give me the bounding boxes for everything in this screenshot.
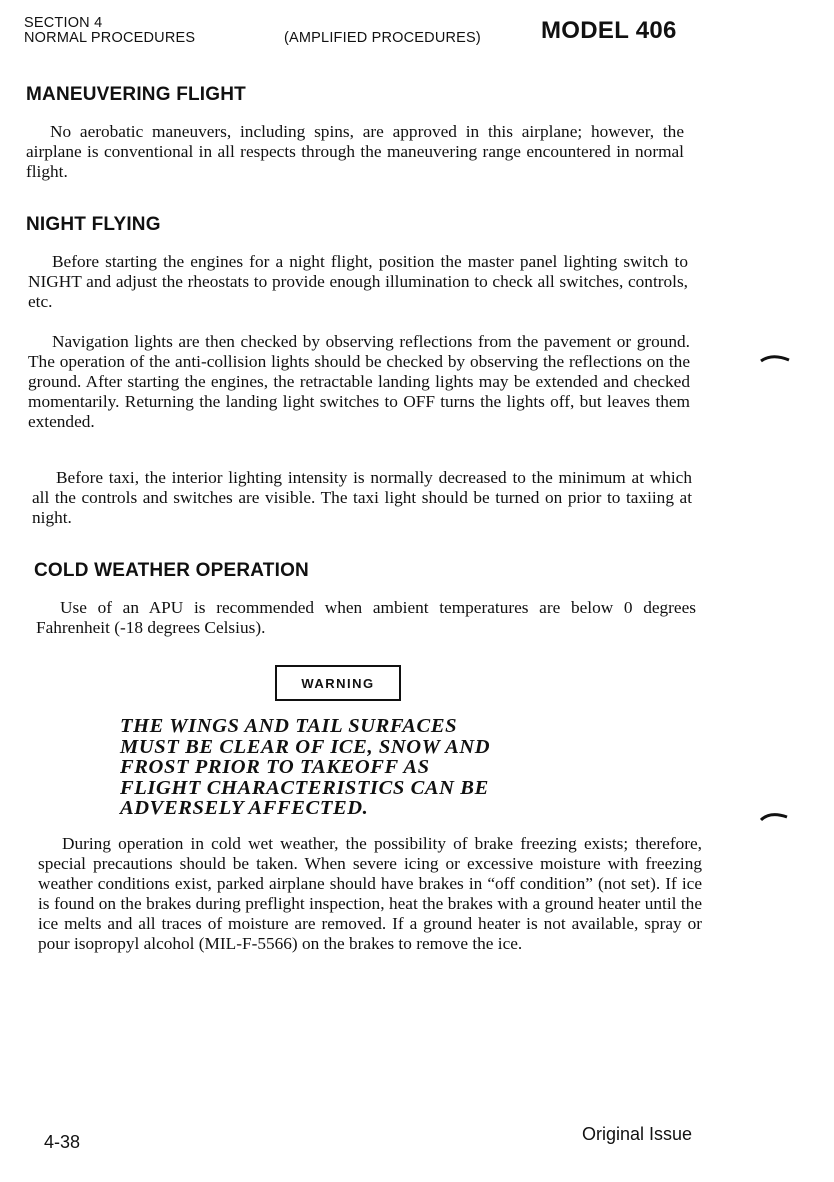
warning-line: ADVERSELY AFFECTED.	[120, 797, 369, 819]
change-bar-mark	[760, 810, 790, 822]
section-name: NORMAL PROCEDURES	[24, 30, 196, 46]
paragraph-night-2: Navigation lights are then checked by observing reflections from the pavement or ground. The operation of the anti-collision lights should be checked by observing the reflections on the ground. After starting the engines, the retractable landing lights may be extended and checked momentarily. Returning the landing light switches to OFF turns the lights off, but leaves them extended.	[28, 332, 690, 431]
paragraph-cold-1: Use of an APU is recommended when ambient temperatures are below 0 degrees Fahrenheit (-18 degrees Celsius).	[36, 598, 696, 637]
heading-maneuvering-flight: MANEUVERING FLIGHT	[26, 84, 246, 105]
header-center-label: (AMPLIFIED PROCEDURES)	[284, 30, 481, 46]
paragraph-maneuvering: No aerobatic maneuvers, including spins, are approved in this airplane; however, the airplane is conventional in all respects through the maneuvering range encountered in normal flight.	[26, 122, 684, 181]
warning-label: WARNING	[301, 675, 375, 691]
section-number: SECTION 4	[24, 15, 103, 31]
warning-line: THE WINGS AND TAIL SURFACES	[120, 715, 458, 737]
heading-night-flying: NIGHT FLYING	[26, 214, 161, 235]
warning-line: FROST PRIOR TO TAKEOFF AS	[120, 756, 430, 778]
warning-line: MUST BE CLEAR OF ICE, SNOW AND	[120, 735, 491, 758]
paragraph-cold-2: During operation in cold wet weather, the possibility of brake freezing exists; therefore, special precautions should be taken. When severe icing or excessive moisture with freezing weather conditions exist, parked airplane should have brakes in “off condition” (not set). If ice is found on the brakes during preflight inspection, heat the brakes with a ground heater until the ice melts and all traces of moisture are removed. If a ground heater is not available, spray or pour isopropyl alcohol (MIL-F-5566) on the brakes to remove the ice.	[38, 834, 702, 953]
section-label	[24, 16, 195, 46]
change-bar-mark	[760, 352, 790, 364]
issue-label: Original Issue	[582, 1124, 693, 1144]
page-number: 4-38	[44, 1132, 81, 1152]
paragraph-night-1: Before starting the engines for a night flight, position the master panel lighting switch to NIGHT and adjust the rheostats to provide enough illumination to check all switches, controls, etc.	[28, 252, 688, 311]
warning-label-box	[275, 665, 401, 701]
warning-line: FLIGHT CHARACTERISTICS CAN BE	[120, 776, 489, 799]
paragraph-night-3: Before taxi, the interior lighting intensity is normally decreased to the minimum at which all the controls and switches are visible. The taxi light should be turned on prior to taxiing at night.	[32, 468, 692, 527]
warning-text	[120, 716, 490, 819]
model-title: MODEL 406	[541, 17, 677, 44]
heading-cold-weather: COLD WEATHER OPERATION	[34, 560, 309, 581]
